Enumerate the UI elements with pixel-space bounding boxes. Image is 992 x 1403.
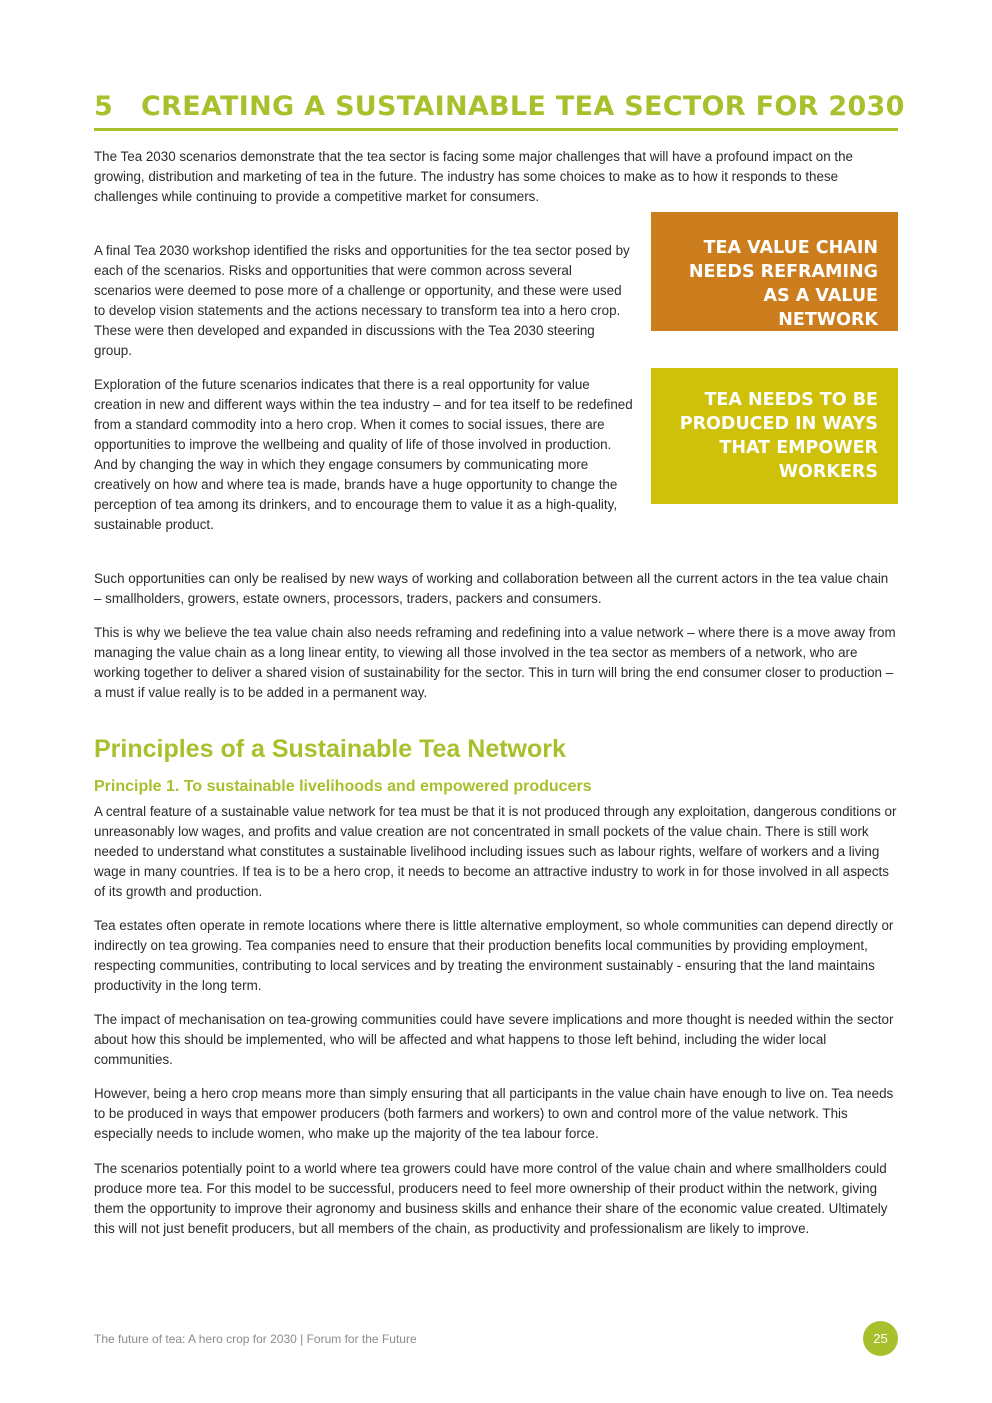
principle-1-heading: Principle 1. To sustainable livelihoods and empowered producers — [94, 778, 592, 795]
callout-value-network-text: TEA VALUE CHAIN NEEDS REFRAMING AS A VALUE NETWORK — [688, 238, 878, 330]
callout-value-network — [651, 212, 898, 331]
footer-text: The future of tea: A hero crop for 2030 | Forum for the Future — [94, 1332, 417, 1346]
section-number: 5 — [94, 91, 114, 122]
intro-paragraph-5: This is why we believe the tea value chain also needs reframing and redefining into a value network – where there is a move away from managing the value chain as a long linear entity, to viewing all those involved in the tea sector as members of a network, who are working together to deliver a shared vision of sustainability for the sector. This in turn will bring the end consumer closer to production – a must if value really is to be added in a permanent way. — [94, 625, 896, 700]
section-title: CREATING A SUSTAINABLE TEA SECTOR FOR 2030 — [141, 91, 905, 122]
intro-paragraph-3: Exploration of the future scenarios indicates that there is a real opportunity for value creation in new and different ways within the tea industry – and for tea itself to be redefined from a standard commodity into a hero crop. When it comes to social issues, there are opportunities to improve the wellbeing and quality of life of those involved in production. And by changing the way in which they engage consumers by communicating more creatively on how and where tea is made, brands have a huge opportunity to change the perception of tea among its drinkers, and to encourage them to value it as a high-quality, sustainable product. — [94, 377, 633, 532]
principle-paragraph-4: However, being a hero crop means more than simply ensuring that all participants in the value chain have enough to live on. Tea needs to be produced in ways that empower producers (both farmers and workers) to own and control more of the value network. This especially needs to include women, who make up the majority of the tea labour force. — [94, 1086, 894, 1141]
intro-paragraph-4: Such opportunities can only be realised by new ways of working and collaboration between all the current actors in the tea value chain – smallholders, growers, estate owners, processors, traders, packers and consumers. — [94, 571, 889, 606]
callout-empower-workers-text: TEA NEEDS TO BE PRODUCED IN WAYS THAT EMPOWER WORKERS — [679, 390, 878, 482]
intro-paragraph-1: The Tea 2030 scenarios demonstrate that the tea sector is facing some major challenges that will have a profound impact on the growing, distribution and marketing of tea in the future. The industry has some choices to make as to how it responds to these challenges while continuing to provide a competitive market for consumers. — [94, 149, 853, 204]
callout-empower-workers — [651, 368, 898, 504]
section-heading — [94, 86, 905, 131]
principle-paragraph-2: Tea estates often operate in remote locations where there is little alternative employment, so whole communities can depend directly or indirectly on tea growing. Tea companies need to ensure that their production benefits local communities by providing employment, respecting communities, contributing to local services and by treating the environment sustainably - ensuring that the land maintains productivity in the long term. — [94, 918, 894, 993]
page-number-badge: 25 — [863, 1321, 898, 1356]
intro-paragraph-2: A final Tea 2030 workshop identified the risks and opportunities for the tea sector posed by each of the scenarios. Risks and opportunities that were common across several scenarios were deemed to pose more of a challenge or opportunity, and these were used to develop vision statements and the actions necessary to transform tea into a hero crop. These were then developed and expanded in discussions with the Tea 2030 steering group. — [94, 243, 630, 358]
principle-paragraph-5: The scenarios potentially point to a world where tea growers could have more control of the value chain and where smallholders could produce more tea. For this model to be successful, producers need to feel more ownership of their product within the network, giving them the opportunity to improve their agronomy and business skills and enhance their share of the economic value created. Ultimately this will not just benefit producers, but all members of the chain, as productivity and professionalism are likely to improve. — [94, 1161, 888, 1236]
principle-paragraph-3: The impact of mechanisation on tea-growing communities could have severe implications and more thought is needed within the sector about how this should be implemented, who will be affected and what happens to those left behind, including the wider local communities. — [94, 1012, 894, 1067]
principles-heading: Principles of a Sustainable Tea Network — [94, 735, 566, 763]
principle-paragraph-1: A central feature of a sustainable value network for tea must be that it is not produced through any exploitation, dangerous conditions or unreasonably low wages, and profits and value creation are not concentrated in small pockets of the value chain. There is still work needed to understand what constitutes a sustainable livelihood including issues such as labour rights, welfare of workers and a living wage in many countries. If tea is to be a hero crop, it needs to become an attractive industry to work in for those involved in all aspects of its growth and production. — [94, 804, 897, 899]
